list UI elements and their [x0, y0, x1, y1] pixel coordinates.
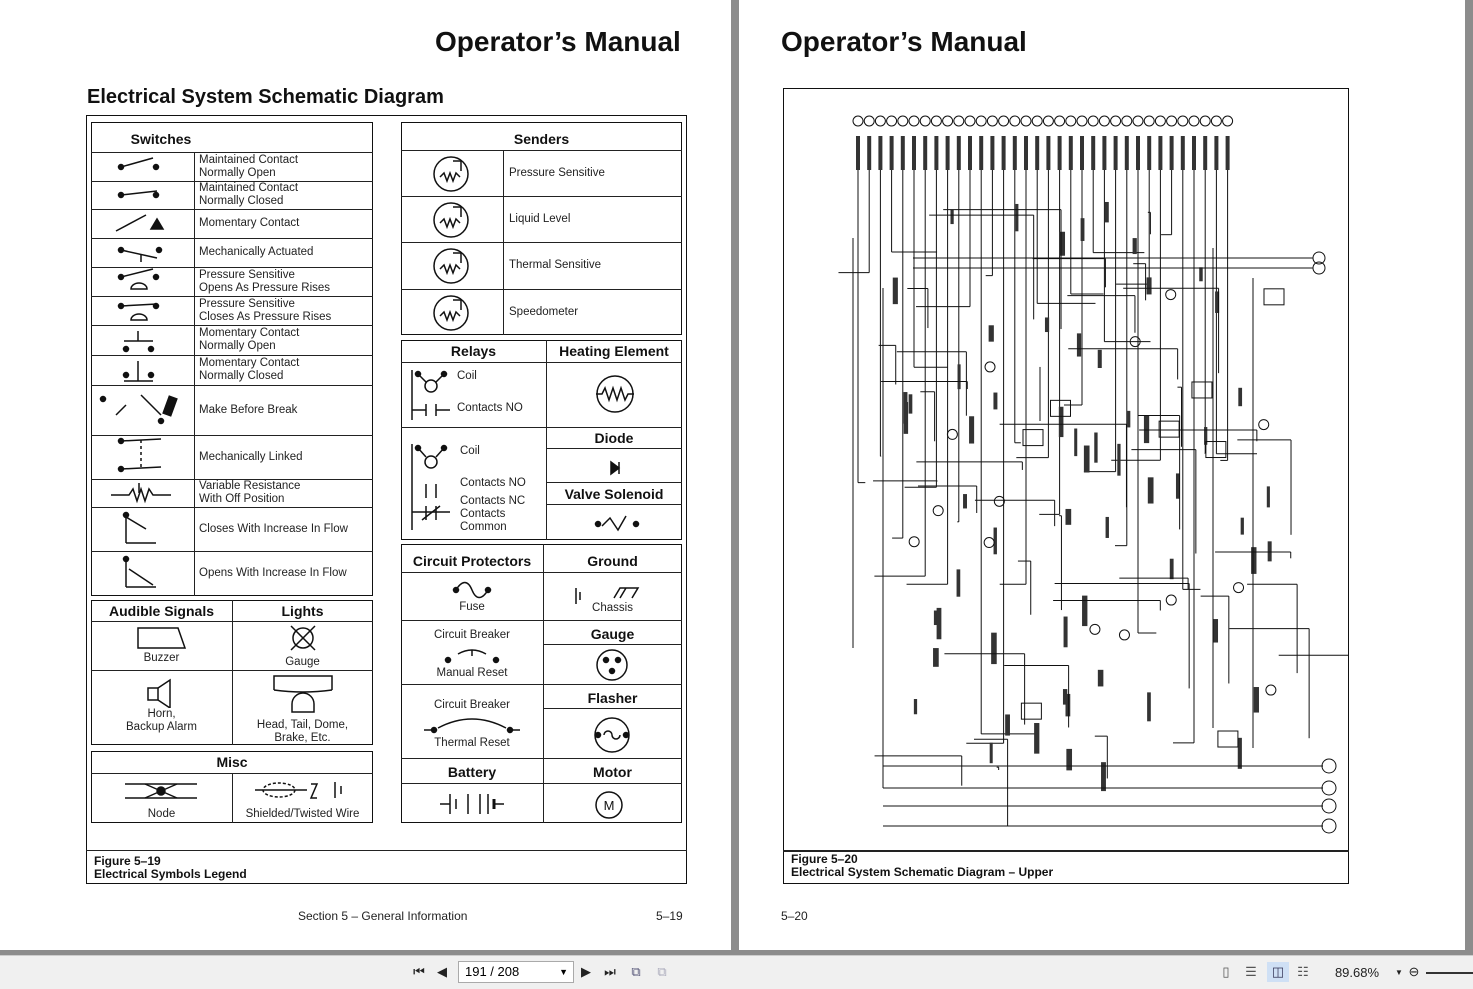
wire-label [1268, 541, 1272, 561]
page-number-input[interactable] [458, 961, 574, 983]
switch-label: Momentary Contact Normally Closed [199, 357, 300, 382]
sender-icon [428, 292, 474, 334]
valve-solenoid-icon [592, 510, 642, 536]
gauge-title: Gauge [590, 626, 635, 642]
circuit-protectors-title: Circuit Protectors [412, 553, 532, 569]
row-divider [401, 289, 682, 290]
switch-label: Closes With Increase In Flow [199, 522, 348, 535]
wire-label [1106, 517, 1109, 538]
wire-label [1005, 714, 1010, 735]
wire-label [893, 278, 898, 305]
battery-title: Battery [447, 764, 497, 780]
component [984, 538, 994, 548]
wire-label [933, 648, 939, 667]
relay-contacts-no-label: Contacts NO [460, 477, 526, 489]
lamp-icon [270, 672, 336, 718]
relay-coil-label: Coil [460, 445, 480, 457]
connector-terminal [987, 116, 997, 126]
flasher-icon [588, 714, 636, 756]
buzzer-icon [130, 624, 190, 652]
zoom-out-icon[interactable]: ⊖ [1408, 964, 1420, 979]
connector-terminal [1122, 116, 1132, 126]
connector-terminal [1032, 116, 1042, 126]
sender-label: Speedometer [509, 306, 579, 318]
wire-label [1226, 136, 1230, 170]
connector-terminal [1167, 116, 1177, 126]
row-divider [401, 572, 682, 573]
connector-terminal [1133, 116, 1143, 126]
connector-terminal [920, 116, 930, 126]
component [985, 362, 995, 372]
switch-label: Variable Resistance With Off Position [199, 480, 301, 505]
wire-label [1046, 136, 1050, 170]
wire-label [1102, 136, 1106, 170]
wire-label [1081, 218, 1085, 241]
motor-letter: M [603, 798, 615, 813]
wire-label [1059, 407, 1064, 437]
shielded-wire-label: Shielded/Twisted Wire [245, 808, 360, 820]
wire-label [1024, 136, 1028, 170]
switch-label: Opens With Increase In Flow [199, 567, 347, 579]
relay-nc-icon [408, 440, 454, 535]
wire-label [1136, 136, 1140, 170]
row-divider [401, 783, 682, 784]
switch-label: Maintained Contact Normally Open [199, 153, 299, 179]
next-page-icon[interactable]: ▶ [581, 964, 591, 979]
circuit-breaker-label: Circuit Breaker [433, 699, 511, 711]
sender-icon [428, 153, 474, 195]
next-view-icon[interactable]: ⧉ [657, 964, 667, 979]
wire-label [856, 136, 860, 170]
section-title: Electrical System Schematic Diagram [87, 86, 444, 108]
last-page-icon[interactable]: ⏭ [604, 964, 616, 979]
connector-terminal [1155, 116, 1165, 126]
continuous-facing-icon[interactable]: ☷ [1297, 964, 1309, 979]
switch-symbol-icon [91, 325, 194, 355]
wire-label [1133, 238, 1137, 254]
wire-label [946, 136, 950, 170]
wire-label [1114, 136, 1118, 170]
page-header: Operator’s Manual [781, 26, 1027, 57]
connector-terminal [1066, 116, 1076, 126]
wire-label [1238, 388, 1242, 406]
connector-terminal [1322, 781, 1336, 795]
sender-label: Liquid Level [509, 213, 571, 225]
wire-label [1203, 136, 1207, 170]
switch-symbol-icon [91, 551, 194, 596]
ground-title: Ground [587, 553, 638, 569]
horn-icon [140, 678, 180, 708]
connector-terminal [898, 116, 908, 126]
page-header: Operator’s Manual [435, 26, 681, 57]
connector-terminal [1021, 116, 1031, 126]
connector-terminal [943, 116, 953, 126]
wire-label [1058, 136, 1062, 170]
lamp-label: Head, Tail, Dome, Brake, Etc. [256, 719, 349, 744]
previous-view-icon[interactable]: ⧉ [631, 964, 641, 979]
wire-label [990, 136, 994, 170]
switch-symbol-icon [91, 435, 194, 479]
figure-caption: Electrical System Schematic Diagram – Upper [791, 865, 1054, 879]
fuse-label: Fuse [459, 601, 485, 613]
page-number: 5–20 [781, 909, 808, 923]
component [1166, 290, 1176, 300]
wire-label [1101, 762, 1106, 791]
figure-caption: Electrical Symbols Legend [94, 867, 247, 881]
zoom-level[interactable]: 89.68% [1334, 964, 1380, 980]
wire-label [912, 136, 916, 170]
relays-title: Relays [450, 343, 497, 359]
battery-icon [440, 790, 504, 818]
wire-label [1214, 136, 1218, 170]
relay-contacts-label: Contacts NO [457, 402, 523, 414]
wire-label [1002, 136, 1006, 170]
wire-label [909, 394, 913, 413]
wire-label [878, 136, 882, 170]
row-divider [401, 196, 682, 197]
sender-icon [428, 199, 474, 241]
node-icon [125, 778, 197, 804]
row-divider [401, 150, 682, 151]
wire-label [1125, 136, 1129, 170]
switch-label: Maintained Contact Normally Closed [199, 182, 299, 207]
switch-symbol-icon [91, 238, 194, 267]
figure-number: Figure 5–20 [791, 852, 858, 866]
motor-icon [592, 790, 626, 820]
wire-label [1170, 559, 1174, 579]
facing-icon[interactable]: ◫ [1267, 962, 1289, 982]
figure-number: Figure 5–19 [94, 854, 161, 868]
diode-icon [605, 460, 625, 476]
row-divider [546, 482, 682, 483]
row-divider [91, 621, 373, 622]
wire-label [1080, 136, 1084, 170]
wire-label [958, 364, 961, 389]
single-page-icon[interactable]: ▯ [1222, 964, 1230, 979]
wire-label [1069, 136, 1073, 170]
wire-label [923, 136, 927, 170]
wire-label [1176, 473, 1180, 498]
schematic-diagram [783, 88, 1349, 850]
connector-terminal [1043, 116, 1053, 126]
wire-label [1094, 433, 1097, 463]
wire-label [1098, 670, 1104, 687]
component [1166, 595, 1176, 605]
connector-terminal [1077, 116, 1087, 126]
row-divider [401, 427, 682, 428]
connector-terminal [1178, 116, 1188, 126]
fuse-icon [450, 580, 494, 600]
wire-label [1147, 277, 1152, 294]
row-divider [401, 684, 682, 685]
connector-terminal [875, 116, 885, 126]
row-divider [91, 670, 373, 671]
wire-label [1241, 518, 1244, 535]
flasher-title: Flasher [587, 690, 638, 706]
misc-title: Misc [216, 754, 248, 770]
relay-component [1264, 289, 1284, 305]
right-page [739, 0, 1465, 950]
switch-symbol-icon [91, 507, 194, 551]
wire-label [963, 494, 967, 508]
wire-label [1059, 232, 1065, 256]
row-divider [543, 708, 682, 709]
manual-reset-label: Manual Reset [436, 667, 508, 679]
wire-label [1158, 136, 1162, 170]
connector-terminal [1099, 116, 1109, 126]
switch-symbol-icon [91, 479, 194, 507]
switch-label: Mechanically Actuated [199, 246, 314, 258]
row-divider [401, 620, 682, 621]
switch-symbol-icon [91, 385, 194, 435]
component [994, 496, 1004, 506]
connector-terminal [1144, 116, 1154, 126]
wire-label [1074, 429, 1077, 457]
switch-symbol-icon [91, 181, 194, 209]
connector-terminal [931, 116, 941, 126]
sender-icon [428, 245, 474, 287]
wire-label [867, 136, 871, 170]
caption-divider [783, 850, 1349, 852]
wire-label [1065, 509, 1071, 525]
page-number-value: 191 / 208 [465, 964, 520, 979]
wire-label [1045, 317, 1049, 332]
gauge-light-label: Gauge [285, 656, 320, 668]
gauge-icon [593, 648, 631, 682]
wire-label [957, 136, 961, 170]
switch-symbol-icon [91, 355, 194, 385]
column-divider [194, 152, 195, 596]
connector-terminal [1055, 116, 1065, 126]
previous-page-icon[interactable]: ◀ [437, 964, 447, 979]
connector-terminal [1200, 116, 1210, 126]
heating-element-title: Heating Element [559, 343, 669, 359]
wire-label [1015, 204, 1018, 231]
circuit-breaker-manual-icon [440, 644, 504, 666]
wire-label [979, 136, 983, 170]
shielded-wire-icon [255, 778, 351, 804]
page-number: 5–19 [656, 909, 683, 923]
connector-terminal [1010, 116, 1020, 126]
wire-label [1084, 446, 1090, 473]
connector-terminal [1088, 116, 1098, 126]
component [909, 537, 919, 547]
wire-label [1077, 333, 1081, 356]
wire-label [1091, 136, 1095, 170]
connector-terminal [999, 116, 1009, 126]
wire-label [1035, 136, 1039, 170]
connector-terminal [1322, 759, 1336, 773]
wire-label [1170, 136, 1174, 170]
row-divider [546, 504, 682, 505]
wire-label [914, 699, 917, 714]
connector-terminal [864, 116, 874, 126]
wire-label [901, 136, 905, 170]
connector-terminal [1211, 116, 1221, 126]
connector-terminal [976, 116, 986, 126]
row-divider [546, 448, 682, 449]
connector-terminal [1111, 116, 1121, 126]
thermal-reset-label: Thermal Reset [434, 737, 510, 749]
wire-label [1181, 136, 1185, 170]
wire-label [989, 325, 994, 341]
connector-terminal [1322, 799, 1336, 813]
zoom-dropdown-icon[interactable]: ▼ [1395, 967, 1403, 977]
wire-label [1063, 689, 1067, 705]
gauge-light-icon [285, 622, 321, 656]
sender-label: Thermal Sensitive [509, 259, 602, 271]
chevron-down-icon[interactable]: ▼ [559, 967, 568, 977]
footer-section: Section 5 – General Information [298, 909, 468, 923]
component [1090, 624, 1100, 634]
switch-symbol-icon [91, 267, 194, 296]
wire-label [1147, 136, 1151, 170]
left-page [0, 0, 731, 950]
wire-label [1105, 202, 1109, 222]
switch-label: Pressure Sensitive Closes As Pressure Rises [199, 297, 332, 323]
relay-component [1218, 731, 1238, 747]
wire-label [1144, 415, 1149, 443]
connector-terminal [909, 116, 919, 126]
buzzer-label: Buzzer [143, 652, 180, 664]
wire-label [993, 393, 997, 410]
relay-component [1206, 442, 1226, 458]
switch-label: Make Before Break [199, 403, 298, 416]
node-label: Node [147, 808, 176, 820]
wire-label [1267, 486, 1270, 507]
senders-title: Senders [513, 131, 570, 147]
circuit-breaker-thermal-icon [424, 712, 520, 736]
diode-title: Diode [594, 430, 634, 446]
row-divider [86, 850, 687, 851]
wire-label [937, 608, 942, 639]
chassis-label: Chassis [592, 602, 633, 614]
switch-label: Momentary Contact [199, 217, 300, 229]
switch-symbol-icon [91, 296, 194, 325]
switch-label: Pressure Sensitive Opens As Pressure Rises [199, 268, 331, 294]
wire-label [1013, 136, 1017, 170]
connector-terminal [965, 116, 975, 126]
component [1266, 685, 1276, 695]
connector-terminal [1189, 116, 1199, 126]
row-divider [401, 362, 682, 363]
wire-label [1066, 749, 1072, 770]
switch-label: Momentary Contact Normally Open [199, 327, 300, 352]
wire-label [1147, 692, 1151, 721]
pdf-toolbar [0, 955, 1473, 989]
row-divider [401, 242, 682, 243]
connector-terminal [1322, 819, 1336, 833]
connector-terminal [887, 116, 897, 126]
wire-label [957, 569, 961, 596]
wire-label [1213, 619, 1218, 642]
row-divider [401, 758, 682, 759]
switch-symbol-icon [91, 152, 194, 181]
lights-title: Lights [281, 603, 324, 619]
relay-coil-label: Coil [457, 370, 477, 382]
switch-symbol-icon [91, 209, 194, 238]
wire-label [1251, 547, 1256, 574]
switches-title: Switches [130, 131, 192, 147]
component [1119, 630, 1129, 640]
relay-contacts-nc-label: Contacts NC [460, 495, 526, 507]
zoom-slider[interactable] [1426, 972, 1473, 974]
relay-contacts-common-label: Contacts Common [460, 508, 507, 533]
audible-signals-title: Audible Signals [108, 603, 214, 619]
relay-component [1159, 421, 1179, 437]
component [1234, 583, 1244, 593]
wire-label [1034, 723, 1039, 754]
wire-label [991, 633, 997, 664]
component [1259, 420, 1269, 430]
wire-label [1254, 687, 1259, 713]
connector-terminal [954, 116, 964, 126]
relay-component [1192, 382, 1212, 398]
sender-label: Pressure Sensitive [509, 167, 605, 179]
wire-label [1064, 617, 1068, 648]
wire-label [1192, 136, 1196, 170]
switch-label: Mechanically Linked [199, 450, 303, 463]
circuit-breaker-label: Circuit Breaker [433, 629, 511, 641]
wire-label [903, 392, 907, 424]
component [947, 429, 957, 439]
wire-label [1148, 477, 1154, 503]
connector-terminal [1223, 116, 1233, 126]
wire-label [934, 136, 938, 170]
wire-label [950, 210, 953, 224]
first-page-icon[interactable]: ⏮ [413, 964, 425, 979]
wire-label [1117, 444, 1120, 476]
continuous-icon[interactable]: ☰ [1245, 964, 1257, 979]
wire-label [1199, 267, 1202, 281]
wire-label [968, 136, 972, 170]
heating-element-icon [590, 372, 640, 416]
relay-no-icon [408, 366, 454, 422]
valve-solenoid-title: Valve Solenoid [564, 486, 664, 502]
wire-label [990, 743, 993, 763]
wire-label [969, 416, 974, 443]
wire-label [1098, 350, 1102, 368]
motor-title: Motor [593, 764, 632, 780]
wire-label [1127, 411, 1130, 428]
wire-label [890, 136, 894, 170]
row-divider [543, 644, 682, 645]
component [933, 506, 943, 516]
connector-terminal [853, 116, 863, 126]
horn-label: Horn, Backup Alarm [126, 708, 197, 733]
